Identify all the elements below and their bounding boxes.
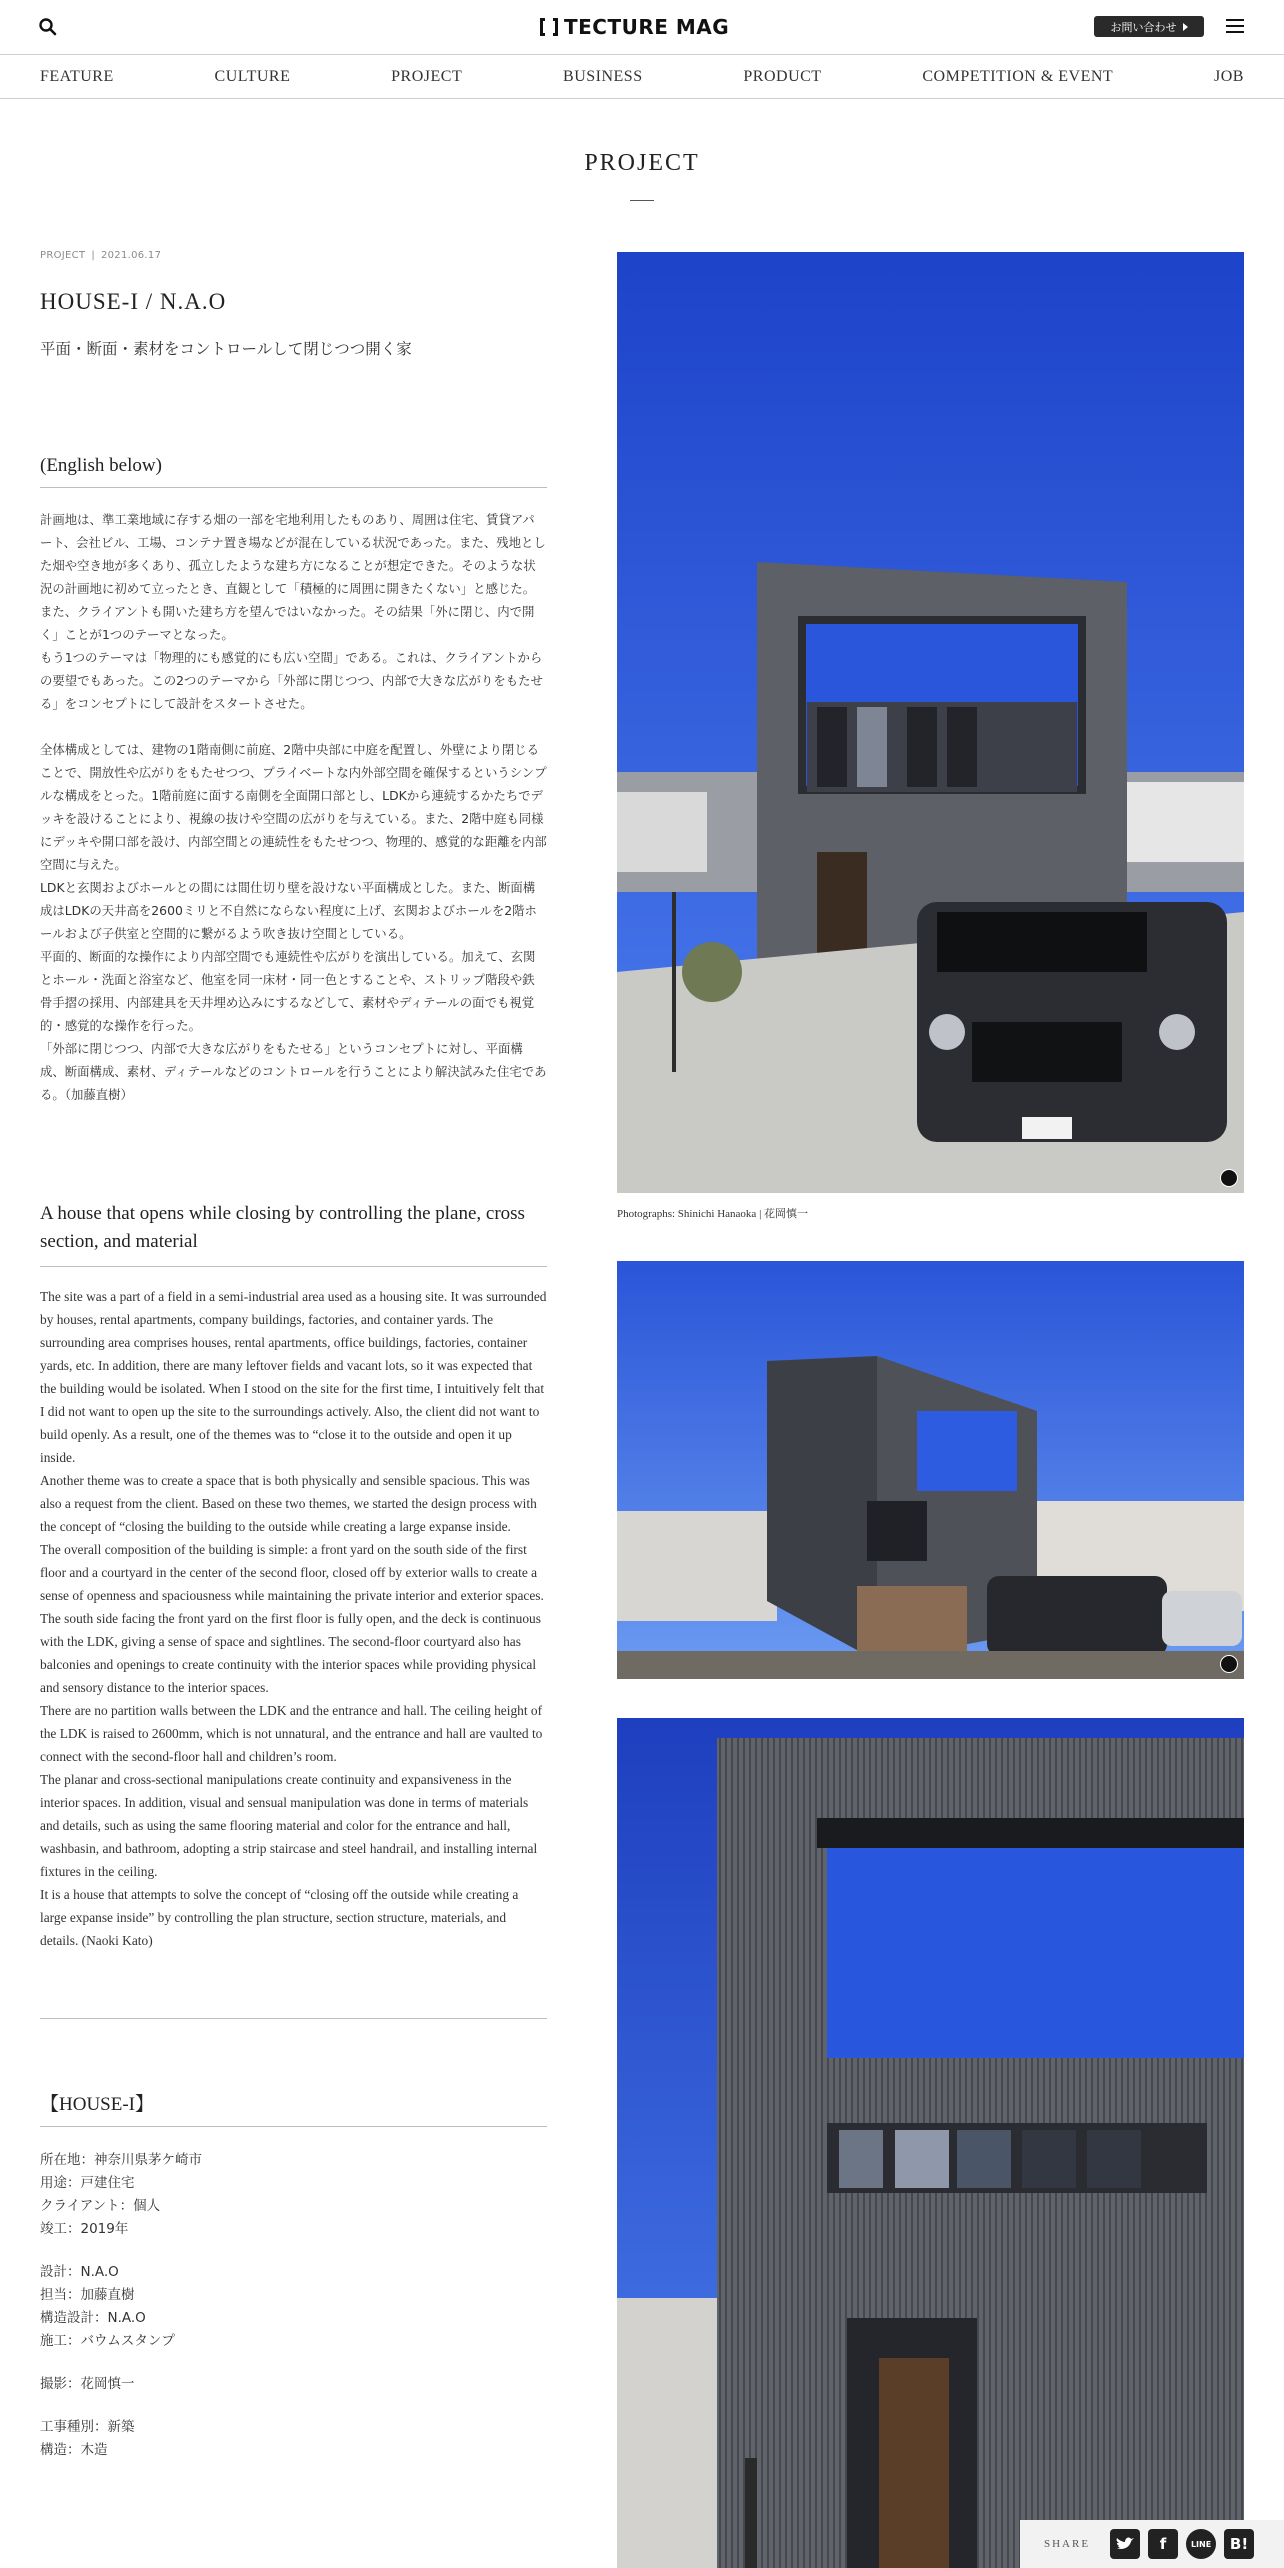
contact-button[interactable] (1094, 16, 1204, 37)
spec-line: 構造：木造 (40, 2442, 108, 2458)
nav-feature[interactable]: FEATURE (40, 67, 114, 85)
english-heading: A house that opens while closing by controlling the plane, cross section, and material (40, 1200, 547, 1267)
share-label: SHARE (1044, 2538, 1091, 2550)
site-logo[interactable] (540, 13, 744, 41)
nav-project[interactable]: PROJECT (391, 67, 463, 85)
spec-line: クライアント：個人 (40, 2198, 161, 2214)
facebook-icon[interactable]: f (1148, 2529, 1178, 2559)
article-subtitle: 平面・断面・素材をコントロールして閉じつつ開く家 (40, 340, 412, 358)
spec-line: 構造設計：N.A.O (40, 2310, 146, 2326)
article-title: HOUSE-I / N.A.O (40, 289, 227, 314)
spec-line: 竣工：2019年 (40, 2221, 129, 2237)
house-front-image (617, 252, 1244, 1193)
article-text-column (40, 250, 547, 2462)
menu-icon[interactable] (1226, 19, 1244, 33)
divider (40, 2018, 547, 2019)
twitter-icon[interactable] (1110, 2529, 1140, 2559)
logo-text: TECTURE MAG (564, 15, 730, 39)
expand-icon[interactable] (1220, 1169, 1238, 1187)
spec-line: 設計：N.A.O (40, 2264, 119, 2280)
nav-culture[interactable]: CULTURE (214, 67, 291, 85)
english-body: The site was a part of a field in a semi-industrial area used as a housing site. It was surrounded by houses, rental apartments, company buildings, factories, and container yards. The surrounding area comprises houses, rental apartments, office buildings, factories, container yards, etc. In addition, there are many leftover fields and vacant lots, so it was expected that the building would be isolated. When I stood on the site for the first time, I intuitively felt that I did not want to open up the site to the surroundings actively. Also, the client did not want to build openly. As a result, one of the themes was to “close it to the outside and open it up inside. Another theme was to create a space that is both physically and sensible spacious. This was also a request from the client. Based on these two themes, we started the design process with the concept of “closing the building to the outside while creating a large expanse inside. The overall composition of the building is simple: a front yard on the south side of the first floor and a courtyard in the center of the second floor, closed off by exterior walls to create a sense of openness and spaciousness while maintaining the private interior and exterior spaces. The south side facing the front yard on the first floor is fully open, and the deck is continuous with the LDK, giving a sense of space and sightlines. The second-floor courtyard also has balconies and openings to create continuity with the interior spaces while providing physical and sensory distance to the interior spaces. There are no partition walls between the LDK and the entrance and hall. The ceiling height of the LDK is raised to 2600mm, which is not unnatural, and the entrance and hall are vaulted to connect with the second-floor hall and children’s room. The planar and cross-sectional manipulations create continuity and expansiveness in the interior spaces. In addition, visual and sensual manipulation was done in terms of materials and details, such as using the same flooring material and color for the entrance and hall, washbasin, and bathroom, adopting a strip staircase and steel handrail, and installing internal fixtures in the ceiling. It is a house that attempts to solve the concept of “closing off the outside while creating a large expanse inside” by controlling the plan structure, section structure, materials, and details. (Naoki Kato) (40, 1289, 547, 1948)
article-meta: PROJECT | 2021.06.17 (40, 250, 162, 261)
section-title: PROJECT (584, 150, 700, 176)
section-divider (630, 200, 654, 201)
spec-group-design (40, 2261, 547, 2353)
spec-line: 撮影：花岡慎一 (40, 2376, 135, 2392)
site-header (0, 0, 1284, 55)
search-icon[interactable] (38, 17, 58, 37)
spec-group-construction (40, 2416, 547, 2462)
main-photo[interactable] (617, 252, 1244, 1193)
spec-line: 施工：バウムスタンプ (40, 2333, 175, 2349)
spec-line: 用途：戸建住宅 (40, 2175, 135, 2191)
photo-3[interactable] (617, 1718, 1244, 2568)
photo-2[interactable] (617, 1261, 1244, 1679)
english-below-heading: (English below) (40, 455, 547, 488)
share-bar (1020, 2520, 1284, 2568)
expand-icon[interactable] (1220, 1655, 1238, 1673)
house-facade-image (617, 1718, 1244, 2568)
nav-job[interactable]: JOB (1213, 67, 1244, 85)
spec-line: 担当：加藤直樹 (40, 2287, 135, 2303)
main-nav (0, 55, 1284, 99)
line-icon[interactable]: LINE (1186, 2529, 1216, 2559)
hatena-icon[interactable]: B! (1224, 2529, 1254, 2559)
arrow-right-icon (1183, 23, 1188, 31)
spec-line: 所在地：神奈川県茅ケ崎市 (40, 2152, 202, 2168)
nav-business[interactable]: BUSINESS (563, 67, 643, 85)
photo-credit: Photographs: Shinichi Hanaoka | 花岡慎一 (617, 1208, 809, 1220)
contact-label: お問い合わせ (1110, 20, 1177, 34)
jp-paragraph-2: 全体構成としては、建物の1階南側に前庭、2階中央部に中庭を配置し、外壁により閉じることで、開放性や広がりをもたせつつ、プライベートな内外部空間を確保するというシンプルな構成をとった。1階前庭に面する南側を全面開口部とし、LDKから連続するかたちでデッキを設けることにより、視線の抜けや空間の広がりを与えている。また、2階中庭も同様にデッキや開口部を設け、内部空間との連続性をもたせつつ、物理的、感覚的な距離を内部空間に与えた。 LDKと玄関およびホールとの間には間仕切り壁を設けない平面構成とした。また、断面構成はLDKの天井高を2600ミリと不自然にならない程度に上げ、玄関およびホールを2階ホールおよび子供室と空間的に繋がるよう吹き抜け空間としている。 平面的、断面的な操作により内部空間でも連続性や広がりを演出している。加えて、玄関とホール・洗面と浴室など、他室を同一床材・同一色とすることや、ストリップ階段や鉄骨手摺の採用、内部建具を天井埋め込みにするなどして、素材やディテールの面でも視覚的・感覚的な操作を行った。 「外部に閉じつつ、内部で大きな広がりをもたせる」というコンセプトに対し、平面構成、断面構成、素材、ディテールなどのコントロールを行うことにより解決試みた住宅である。（加藤直樹） (40, 742, 547, 1102)
spec-group-photo (40, 2373, 547, 2396)
house-side-image (617, 1261, 1244, 1679)
article-category[interactable]: PROJECT (40, 250, 86, 261)
spec-heading: 【HOUSE-I】 (40, 2089, 547, 2127)
nav-product[interactable]: PRODUCT (743, 67, 822, 85)
jp-paragraph-1: 計画地は、準工業地域に存する畑の一部を宅地利用したものあり、周囲は住宅、賃貸アパート、会社ビル、工場、コンテナ置き場などが混在している状況であった。また、残地とした畑や空き地が多くあり、孤立したような建ち方になることが想定できた。そのような状況の計画地に初めて立ったとき、直観として「積極的に周囲に開きたくない」と感じた。また、クライアントも開いた建ち方を望んではいなかった。その結果「外に閉じ、内で開く」ことが1つのテーマとなった。 もう1つのテーマは「物理的にも感覚的にも広い空間」である。これは、クライアントからの要望でもあった。この2つのテーマから「外部に閉じつつ、内部で大きな広がりをもたせる」をコンセプトにして設計をスタートさせた。 (40, 512, 546, 711)
nav-competition-event[interactable]: COMPETITION & EVENT (922, 67, 1114, 85)
logo-bracket-icon (540, 18, 558, 36)
spec-line: 工事種別：新築 (40, 2419, 135, 2435)
article-date: 2021.06.17 (100, 250, 162, 261)
spec-group-site (40, 2149, 547, 2241)
